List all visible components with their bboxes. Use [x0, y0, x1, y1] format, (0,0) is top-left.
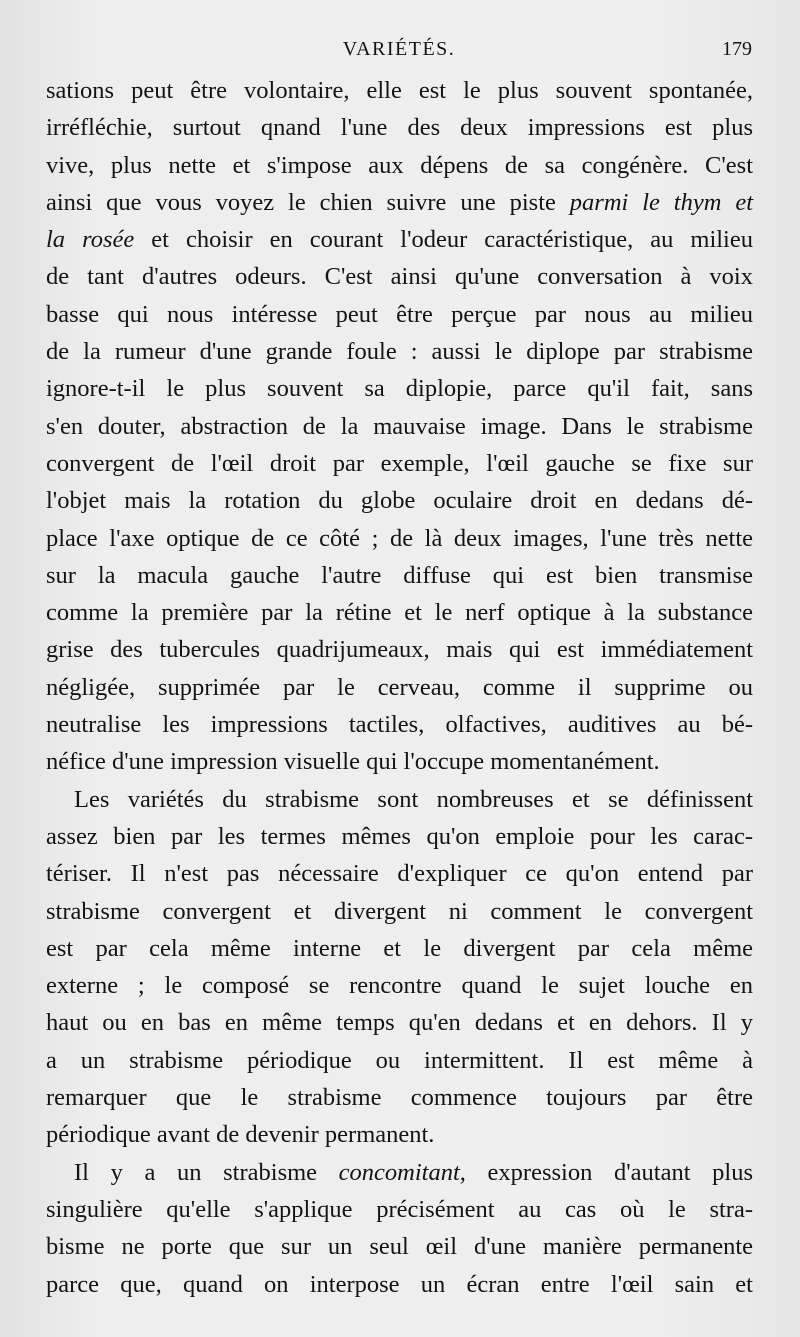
text-line [46, 221, 753, 258]
text-line: bisme ne porte que sur un seul œil d'une manière permanente [46, 1233, 753, 1261]
text-line: négligée, supprimée par le cerveau, comme il supprime ou [46, 673, 753, 701]
body-text [46, 72, 753, 1303]
italic-phrase: la rosée [46, 226, 135, 254]
text-line: l'objet mais la rotation du globe oculaire droit en dedans dé- [46, 487, 753, 515]
text-line: périodique avant de devenir permanent. [46, 1121, 435, 1149]
text-line: externe ; le composé se rencontre quand le sujet louche en [46, 972, 753, 1000]
text-line: comme la première par la rétine et le nerf optique à la substance [46, 599, 753, 627]
text-line: est par cela même interne et le divergent par cela même [46, 934, 753, 962]
text-line: place l'axe optique de ce côté ; de là deux images, l'une très nette [46, 524, 753, 552]
text-line: parce que, quand on interpose un écran entre l'œil sain et [46, 1270, 753, 1298]
text-line: tériser. Il n'est pas nécessaire d'expliquer ce qu'on entend par [46, 860, 753, 888]
text-line: assez bien par les termes mêmes qu'on emploie pour les carac- [46, 822, 753, 850]
text-line: strabisme convergent et divergent ni comment le convergent [46, 897, 753, 925]
text-run: , expression d'autant plus [459, 1158, 753, 1186]
text-line: irréfléchie, surtout qnand l'une des deux impressions est plus [46, 114, 753, 142]
text-line: ignore-t-il le plus souvent sa diplopie, parce qu'il fait, sans [46, 375, 753, 403]
text-line: de la rumeur d'une grande foule : aussi le diplope par strabisme [46, 338, 753, 366]
italic-phrase: parmi le thym et [569, 188, 753, 216]
text-line: convergent de l'œil droit par exemple, l'œil gauche se fixe sur [46, 449, 753, 477]
text-line: singulière qu'elle s'applique précisément au cas où le stra- [46, 1195, 753, 1223]
text-line: sur la macula gauche l'autre diffuse qui est bien transmise [46, 561, 753, 589]
italic-phrase: concomitant [338, 1158, 460, 1186]
text-run: ainsi que vous voyez le chien suivre une piste [46, 188, 570, 216]
text-run: Il y a un strabisme [74, 1158, 339, 1186]
running-header [46, 38, 752, 68]
text-line: de tant d'autres odeurs. C'est ainsi qu'une conversation à voix [46, 263, 753, 291]
text-line: sations peut être volontaire, elle est le plus souvent spontanée, [46, 77, 753, 104]
text-line: basse qui nous intéresse peut être perçue par nous au milieu [46, 300, 753, 328]
text-run: et choisir en courant l'odeur caractéristique, au milieu [134, 226, 753, 254]
text-line: néfice d'une impression visuelle qui l'occupe momentanément. [46, 748, 660, 776]
text-line [46, 184, 753, 221]
text-line [46, 1154, 753, 1191]
chapter-title: VARIÉTÉS. [342, 38, 456, 60]
text-line: neutralise les impressions tactiles, olfactives, auditives au bé- [46, 711, 753, 739]
text-line: grise des tubercules quadrijumeaux, mais qui est immédiatement [46, 636, 753, 664]
text-line: Les variétés du strabisme sont nombreuses et se définissent [74, 785, 753, 813]
text-line: s'en douter, abstraction de la mauvaise image. Dans le strabisme [46, 412, 753, 440]
text-line: remarquer que le strabisme commence toujours par être [46, 1084, 753, 1112]
page-number: 179 [722, 38, 752, 60]
text-line: haut ou en bas en même temps qu'en dedans et en dehors. Il y [46, 1009, 753, 1037]
text-line: vive, plus nette et s'impose aux dépens de sa congénère. C'est [46, 151, 753, 179]
text-line: a un strabisme périodique ou intermittent. Il est même à [46, 1046, 753, 1074]
